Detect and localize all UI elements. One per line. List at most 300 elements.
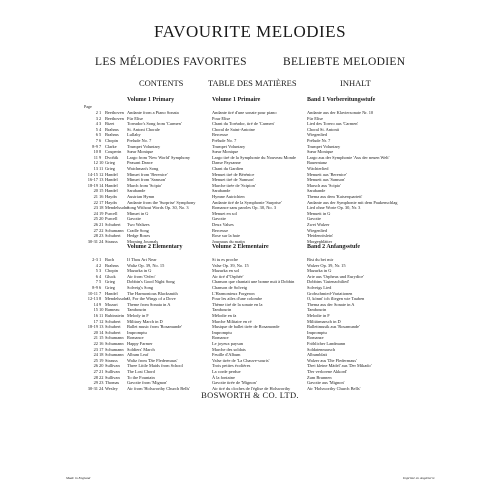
cell-no: 5 [99, 279, 102, 285]
cell-de: Mazurka in G [307, 268, 332, 274]
cell-en: Gavotte [127, 216, 141, 222]
cell-en: Minuet from 'Berenice' [127, 171, 168, 177]
cell-comp: Rubinstein [105, 313, 125, 318]
cell-comp: Mozart [105, 301, 118, 307]
cell-en: Gavotte from 'Mignon' [127, 380, 168, 386]
cell-comp: Wesley [105, 385, 118, 391]
cell-no: 4 [99, 273, 102, 279]
cell-en: Morning Journals [127, 238, 159, 244]
cell-en: Solveig's Song [127, 285, 154, 290]
volume1-heading-french: Volume 1 Primaire [212, 97, 261, 103]
cell-pg: 8-9 [92, 143, 98, 149]
cell-fr: Tambourin [212, 307, 232, 313]
cell-no: 8 [99, 149, 102, 155]
cell-comp: Schubert [105, 329, 121, 335]
cell-no: 14 [99, 182, 104, 188]
cell-comp: Beethoven [105, 110, 124, 115]
cell-en: Happy Farmer [127, 341, 153, 346]
cell-en: Largo from 'New World' Symphony [127, 154, 191, 160]
cell-no: 17 [99, 199, 104, 205]
cell-pg: 12 [93, 160, 98, 166]
cell-pg: 26 [93, 363, 98, 369]
cell-no: 7 [99, 143, 102, 149]
cell-fr: Chanson que chantait une bonne nuit à Dobbin [212, 279, 295, 285]
cell-de: Gavotte aus 'Mignon' [307, 380, 345, 386]
cell-fr: À la fontaine [212, 374, 235, 380]
cell-fr: L'Harmonieux Forgeron [212, 290, 255, 296]
cell-fr: Marche Militaire en ré [212, 318, 252, 324]
cell-fr: Mélodie en fa [212, 313, 237, 318]
cell-no: 20 [99, 363, 104, 369]
cell-fr: Hymne Autrichien [212, 194, 245, 199]
cell-no: 12 [99, 318, 104, 324]
cell-en: Watchman's Song [127, 166, 159, 171]
cell-en: The Harmonious Blacksmith [127, 290, 178, 296]
cell-pg: 5 [95, 268, 98, 274]
cell-comp: Purcell [105, 210, 118, 216]
publisher-name: BOSWORTH & CO. LTD. [201, 390, 299, 400]
subtitle-german: BELIEBTE MELODIEN [283, 56, 406, 68]
cell-no: 9 [99, 301, 102, 307]
cell-de: Für Elise [307, 115, 323, 121]
cell-de: Thema aus der Sonate in A [307, 301, 355, 307]
cell-no: 21 [99, 369, 104, 374]
cell-no: 2 [99, 262, 102, 268]
cell-pg: 16-17 [87, 177, 98, 183]
cell-fr: Largo tiré de la Symphonie du Nouveau Monde [212, 154, 296, 160]
cell-en: The Lost Chord [127, 369, 155, 374]
cell-pg: 21 [93, 194, 98, 199]
cell-comp: Schumann [105, 341, 124, 346]
cell-en: March from 'Scipio' [127, 182, 162, 188]
cell-fr: Sœur Monique [212, 149, 239, 155]
cell-pg: 17 [93, 318, 98, 324]
cell-pg: 25 [93, 216, 98, 222]
cell-no: 6 [99, 285, 102, 290]
cell-de: Walzer aus 'Die Fledermaus' [307, 357, 357, 363]
cell-pg: 28 [93, 374, 98, 380]
cell-pg: 7 [95, 279, 98, 285]
cell-comp: Handel [105, 188, 118, 194]
cell-en: Three Little Maids from School [127, 363, 183, 369]
cell-no: 22 [99, 227, 104, 233]
cell-pg: 2-3 [92, 257, 98, 262]
cell-comp: Mendelssohn [105, 205, 129, 211]
cell-en: Austrian Hymn [127, 194, 155, 199]
cell-en: Soldiers' March [127, 346, 155, 352]
cell-de: Sarabande [307, 188, 326, 194]
cell-en: Impromptu [127, 329, 147, 335]
cell-no: 23 [99, 233, 104, 239]
cell-de: Ballettmusik aus 'Rosamunde' [307, 324, 360, 330]
cell-de: Dobbins 'Gutenachtlied' [307, 279, 350, 285]
cell-pg: 13 [93, 166, 98, 171]
cell-fr: Berceuse [212, 227, 229, 233]
contents-heading-english: CONTENTS [139, 78, 184, 88]
cell-no: 11 [99, 313, 104, 318]
cell-fr: Chant du Gardien [212, 166, 244, 171]
cell-pg: 22 [93, 341, 98, 346]
cell-fr: Chant du Toréador, tiré de 'Carmen' [212, 121, 275, 127]
cell-de: Zwei Walzer [307, 222, 330, 227]
cell-no: 20 [99, 216, 104, 222]
cell-no: 17 [99, 346, 104, 352]
cell-pg: 7 [95, 138, 98, 143]
cell-fr: Pour les ailes d'une colombe [212, 296, 263, 302]
cell-en: Waltz Op. 39, No. 15 [127, 262, 165, 268]
cell-de: Fröhlicher Landmann [307, 341, 346, 346]
cell-de: Zum Brunnen [307, 374, 332, 380]
cell-fr: Air tiré d''Orphée' [212, 273, 244, 279]
cell-fr: Trois petites écolières [212, 363, 251, 369]
cell-fr: Air tiré du cloches de l'église de Holsworthy [212, 385, 291, 391]
cell-de: Bist du bei mir [307, 257, 334, 262]
cell-no: 23 [99, 380, 104, 386]
cell-en: Lullaby [127, 132, 141, 138]
cell-fr: Marche des soldats [212, 346, 246, 352]
cell-fr: Journaux du matin [212, 238, 245, 244]
cell-en: Ballet music from 'Rosamunde' [127, 324, 183, 330]
cell-de: Solveigs Lied [307, 285, 332, 290]
cell-comp: Schubert [105, 318, 121, 324]
cell-no: 16 [99, 194, 104, 199]
cell-fr: Marche tirée de 'Scipion' [212, 182, 256, 188]
cell-de: O, könnt' ich fliegen wie Tauben [307, 296, 365, 302]
cell-fr: Sarabande [212, 188, 231, 194]
cell-pg: 26 [93, 222, 98, 227]
cell-comp: Schumann [105, 352, 124, 358]
cell-en: Andante from the 'Surprise' Symphony [127, 199, 196, 205]
cell-comp: Strauss [105, 238, 118, 244]
cell-pg: 24 [93, 210, 98, 216]
cell-fr: Trumpet Voluntary [212, 143, 246, 149]
cell-de: Albumblatt [307, 352, 328, 358]
cell-en: Theme from Sonata in A [127, 301, 171, 307]
cell-de: Romanze [307, 335, 324, 341]
cell-comp: Handel [105, 171, 118, 177]
cell-pg: 5 [95, 126, 98, 132]
cell-fr: Si tu es proche [212, 257, 238, 262]
cell-no: 10 [99, 307, 104, 313]
cell-fr: Deux Valses [212, 222, 234, 227]
cell-comp: Handel [105, 177, 118, 183]
cell-pg: 29 [93, 380, 98, 386]
cell-de: Tambourin [307, 307, 327, 313]
cell-no: 21 [99, 222, 104, 227]
cell-en: Air from 'Orfeo' [127, 273, 156, 279]
cell-de: Melodie in F [307, 313, 330, 318]
cell-en: Minuet from 'Samson' [127, 177, 166, 183]
cell-comp: Brahms [105, 262, 119, 268]
cell-de: 'Der verlorene Akkord' [307, 369, 348, 374]
cell-de: Arie aus 'Orpheus und Eurydice' [307, 273, 364, 279]
cell-comp: Brahms [105, 132, 119, 138]
cell-fr: Le joyeux paysan [212, 341, 243, 346]
cell-comp: Schubert [105, 222, 121, 227]
cell-pg: 18-19 [87, 182, 98, 188]
cell-comp: Chopin [105, 138, 118, 143]
cell-no: 1 [99, 257, 102, 262]
cell-en: Romance [127, 335, 144, 341]
cell-pg: 10 [93, 149, 98, 155]
cell-en: Sarabande [127, 188, 146, 194]
cell-pg: 14-15 [87, 171, 98, 177]
cell-de: Air 'Holsworthy Church Bells' [307, 385, 361, 391]
volume1-heading-german: Band 1 Vorbereitungsstufe [307, 97, 376, 103]
cell-de: Impromptu [307, 329, 327, 335]
cell-comp: Strauss [105, 357, 118, 363]
cell-no: 14 [99, 329, 104, 335]
cell-de: 'Drei kleine Mädel' aus 'Der Mikado' [307, 363, 372, 369]
cell-no: 1 [99, 110, 102, 115]
cell-en: Military March in D [127, 318, 163, 324]
cell-pg: 24 [93, 352, 98, 358]
cell-pg: 28 [93, 233, 98, 239]
cell-comp: Schumann [105, 335, 124, 341]
cell-comp: Grieg [105, 279, 115, 285]
cell-comp: Beethoven [105, 115, 124, 121]
cell-comp: Grieg [105, 160, 115, 166]
cell-de: Thema aus dem 'Kaiserquartett' [307, 194, 363, 199]
cell-no: 24 [99, 385, 104, 391]
cell-comp: Sullivan [105, 363, 120, 369]
cell-de: Menuett aus 'Samson' [307, 177, 346, 183]
cell-pg: 4 [95, 262, 98, 268]
cell-de: Lied ohne Worte Op. 30, Nr. 3 [307, 205, 361, 211]
cell-no: 12 [99, 171, 104, 177]
cell-comp: Purcell [105, 216, 118, 222]
cell-no: 19 [99, 210, 104, 216]
cell-comp: Handel [105, 290, 118, 296]
page-column-label: Page [84, 104, 92, 109]
cell-de: Andante aus der Klaviersonate Nr. 10 [307, 110, 374, 115]
cell-comp: Sullivan [105, 374, 120, 380]
cell-en: Sœur Monique [127, 149, 154, 155]
cell-pg: 18-19 [87, 324, 98, 330]
cell-en: Minuet in G [127, 210, 149, 216]
cell-de: Choral St. Antonii [307, 126, 340, 132]
cell-pg: 8-9 [92, 285, 98, 290]
cell-en: St. Antoni Chorale [127, 126, 160, 132]
cell-fr: Menuet en sol [212, 210, 237, 216]
cell-pg: 20 [93, 329, 98, 335]
volume1-heading-english: Volume 1 Primary [127, 97, 175, 103]
cell-en: Melody in F [127, 313, 149, 318]
cell-fr: Mazurka en sol [212, 268, 240, 274]
cell-comp: Couperin [105, 149, 122, 155]
cell-pg: 6 [95, 273, 98, 279]
cell-comp: Bach [105, 257, 115, 262]
cell-fr: Valse Op. 39, No. 15 [212, 262, 249, 268]
cell-en: Two Waltzes [127, 222, 150, 227]
cell-pg: 21 [93, 335, 98, 341]
cell-comp: Sullivan [105, 369, 120, 374]
cell-comp: Schubert [105, 233, 121, 239]
cell-no: 16 [99, 341, 104, 346]
cell-comp: Mendelssohn [105, 296, 129, 302]
cell-de: Morgenblätter [307, 238, 333, 244]
cell-fr: Gavotte tirée de 'Mignon' [212, 380, 257, 386]
cell-comp: Brahms [105, 126, 119, 132]
cell-pg: 27 [93, 227, 98, 233]
cell-pg: 22 [93, 199, 98, 205]
cell-no: 15 [99, 335, 104, 341]
cell-en: Hedge Roses [127, 233, 151, 239]
cell-comp: Rameau [105, 307, 120, 313]
cell-comp: Grieg [105, 285, 115, 290]
cell-comp: Grieg [105, 166, 115, 171]
cell-comp: Bizet [105, 121, 115, 127]
cell-fr: Feuille d'Album [212, 352, 241, 358]
cell-de: Bauerntanz [307, 160, 327, 166]
volume2-heading-english: Volume 2 Elementary [127, 244, 183, 250]
cell-en: Für Elise [127, 115, 143, 121]
cell-de: Wiegenlied [307, 227, 328, 233]
cell-no: 11 [99, 166, 104, 171]
contents-heading-german: INHALT [340, 78, 371, 88]
cell-pg: 16 [93, 313, 98, 318]
page-title: FAVOURITE MELODIES [153, 22, 347, 41]
cell-en: Cradle Song [127, 227, 149, 233]
cell-en: Mazurka in G [127, 268, 152, 274]
cell-de: Marsch aus 'Scipio' [307, 182, 342, 188]
cell-fr: Andante tiré de la Symphonie 'Surprise' [212, 199, 282, 205]
cell-comp: Schumann [105, 346, 124, 352]
cell-no: 7 [99, 290, 102, 296]
cell-no: 19 [99, 357, 104, 363]
cell-en: Waltz from 'Die Fledermaus' [127, 357, 178, 363]
cell-fr: Berceuse [212, 132, 229, 138]
cell-pg: 30-31 [87, 238, 98, 244]
cell-pg: 27 [93, 369, 98, 374]
contents-heading-french: TABLE DES MATIÈRES [208, 78, 297, 88]
cell-fr: La corde perdue [212, 369, 241, 374]
cell-no: 24 [99, 238, 104, 244]
cell-fr: Prélude No. 7 [212, 138, 237, 143]
cell-no: 15 [99, 188, 104, 194]
cell-no: 4 [99, 126, 102, 132]
cell-comp: Gluck [105, 273, 116, 279]
cell-pg: 2 [95, 110, 98, 115]
cell-pg: 10-11 [87, 290, 98, 296]
cell-de: Largo aus der Symphonie 'Aus der neuen Welt' [307, 154, 390, 160]
subtitle-french: LES MÉLODIES FAVORITES [95, 56, 247, 68]
cell-fr: Valse tirée de 'La Chauve-souris' [212, 357, 270, 363]
cell-pg: 3 [95, 115, 98, 121]
cell-fr: Andante tiré d'une sonate pour piano [212, 110, 277, 115]
cell-comp: Schubert [105, 324, 121, 330]
cell-comp: Chopin [105, 268, 118, 274]
cell-pg: 30-31 [87, 385, 98, 391]
cell-en: Dobbin's Good Night Song [127, 279, 175, 285]
cell-no: 3 [99, 121, 102, 127]
cell-en: Peasant Dance [127, 160, 153, 166]
cell-de: Wächterlied [307, 166, 329, 171]
cell-pg: 11 [93, 154, 98, 160]
cell-no: 5 [99, 132, 102, 138]
cell-pg: 15 [93, 307, 98, 313]
cell-fr: Menuet tiré de Bérénice [212, 171, 255, 177]
cell-no: 3 [99, 268, 102, 274]
cell-fr: Gavotte [212, 216, 226, 222]
cell-no: 22 [99, 374, 104, 380]
cell-no: 13 [99, 177, 104, 183]
cell-no: 2 [99, 115, 102, 121]
cell-pg: 6 [95, 132, 98, 138]
made-in-note: Made in England [66, 476, 91, 480]
cell-fr: Pour Elise [212, 115, 231, 121]
cell-fr: Danse Paysanne [212, 160, 241, 166]
volume2-heading-german: Band 2 Anfangsstufe [307, 244, 361, 250]
cell-en: Tambourin [127, 307, 147, 313]
cell-de: Menuett in G [307, 210, 331, 216]
cell-de: Sœur Monique [307, 149, 334, 155]
cell-no: 8 [99, 296, 102, 302]
cell-comp: Schumann [105, 227, 124, 233]
cell-en: Air from 'Holsworthy Church Bells' [127, 385, 191, 391]
cell-en: Song Without Words Op. 30, No. 3 [127, 205, 189, 211]
cell-comp: Haydn [105, 194, 117, 199]
cell-fr: Impromptu [212, 329, 232, 335]
cell-fr: Thème tiré de la sonate en la [212, 301, 263, 307]
cell-en: Album Leaf [127, 352, 149, 358]
cell-comp: Clarke [105, 143, 117, 149]
cell-de: Soldatenmarsch [307, 346, 336, 352]
cell-de: Trumpet Voluntary [307, 143, 341, 149]
cell-comp: Handel [105, 182, 118, 188]
cell-fr: Rose sur la haie [212, 233, 240, 239]
imprime-note: Imprimé en Angleterre [403, 476, 435, 480]
cell-no: 13 [99, 324, 104, 330]
cell-fr: Romance sans paroles Op. 30, No. 3 [212, 205, 277, 211]
cell-de: Lied des Torero aus 'Carmen' [307, 121, 359, 127]
cell-pg: 23 [93, 205, 98, 211]
cell-de: Prélude Nr. 7 [307, 138, 331, 143]
cell-pg: 4 [95, 121, 98, 127]
cell-pg: 20 [93, 188, 98, 194]
cell-comp: Dvořák [105, 154, 119, 160]
cell-fr: Musique de ballet tirée de Rosamonde [212, 324, 280, 330]
volume2-heading-french: Volume 2 Elementaire [212, 244, 269, 250]
cell-fr: Choral de Saint-Antoine [212, 126, 255, 132]
cell-en: Andante from a Piano Sonata [127, 110, 179, 115]
cell-en: Prelude No. 7 [127, 138, 152, 143]
cell-no: 10 [99, 160, 104, 166]
cell-pg: 23 [93, 346, 98, 352]
cell-no: 18 [99, 352, 104, 358]
cell-fr: Chanson de Solveig [212, 285, 248, 290]
cell-fr: Menuet tiré de 'Samson' [212, 177, 255, 183]
cell-en: If Thou Art Near [127, 257, 157, 262]
cell-no: 6 [99, 138, 102, 143]
cell-de: Andante aus der Symphonie mit dem Paukenschlag [307, 199, 398, 205]
cell-de: Walzer Op. 39, Nr. 15 [307, 262, 346, 268]
cell-de: Gavotte [307, 216, 321, 222]
cell-en: O, For the Wings of a Dove [127, 296, 176, 302]
cell-comp: Thomas [105, 380, 120, 386]
cell-en: Toreador's Song from 'Carmen' [127, 121, 182, 127]
cell-de: Menuett aus 'Berenice' [307, 171, 347, 177]
cell-de: Grobschmied-Variationen [307, 290, 353, 296]
cell-en: To the Fountain [127, 374, 155, 380]
cell-pg: 12-13 [87, 296, 98, 302]
cell-no: 9 [99, 154, 102, 160]
cell-comp: Haydn [105, 199, 117, 205]
cell-de: Militärmarsch in D [307, 318, 341, 324]
cell-pg: 14 [93, 301, 98, 307]
cell-de: 'Heidenröslein' [307, 233, 334, 239]
cell-de: Wiegenlied [307, 132, 328, 138]
